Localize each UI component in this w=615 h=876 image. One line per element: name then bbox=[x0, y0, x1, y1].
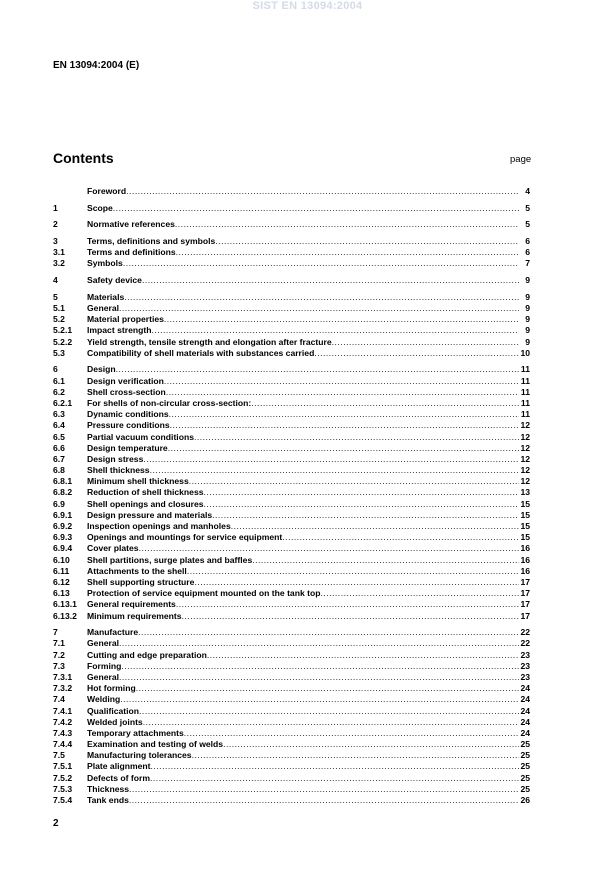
toc-entry-title: General bbox=[87, 638, 120, 649]
toc-entry-page: 26 bbox=[520, 795, 530, 806]
toc-entry[interactable] bbox=[53, 488, 530, 499]
toc-entry-title: Minimum requirements bbox=[87, 610, 182, 621]
toc-entry-page: 17 bbox=[520, 610, 530, 621]
toc-entry-page: 9 bbox=[525, 314, 530, 325]
toc-leader-dots bbox=[212, 510, 519, 521]
toc-entry-number: 5.2.2 bbox=[53, 336, 73, 347]
toc-leader-dots bbox=[142, 275, 519, 286]
toc-leader-dots bbox=[204, 499, 519, 510]
toc-entry-title: Forming bbox=[87, 660, 122, 671]
toc-entry-page: 12 bbox=[520, 476, 530, 487]
toc-entry-title: Material properties bbox=[87, 314, 164, 325]
toc-leader-dots bbox=[252, 555, 519, 566]
toc-entry-title: Materials bbox=[87, 291, 125, 302]
toc-entry[interactable] bbox=[53, 739, 530, 750]
toc-entry-number: 6.9.3 bbox=[53, 532, 73, 543]
toc-entry-title: Terms and definitions bbox=[87, 247, 176, 258]
toc-entry-number: 7.3.2 bbox=[53, 683, 73, 694]
toc-entry-title: For shells of non-circular cross-section: bbox=[87, 397, 252, 408]
toc-leader-dots bbox=[187, 566, 519, 577]
toc-entry-title: Design pressure and materials bbox=[87, 509, 213, 520]
toc-entry[interactable] bbox=[53, 443, 530, 454]
toc-leader-dots bbox=[176, 599, 519, 610]
toc-leader-dots bbox=[120, 694, 519, 705]
toc-entry-title: Plate alignment bbox=[87, 761, 151, 772]
toc-entry[interactable] bbox=[53, 376, 530, 387]
toc-entry[interactable] bbox=[53, 325, 530, 336]
toc-entry-title: Qualification bbox=[87, 705, 140, 716]
toc-entry[interactable] bbox=[53, 706, 530, 717]
toc-entry-page: 7 bbox=[525, 258, 530, 269]
toc-entry[interactable] bbox=[53, 795, 530, 806]
toc-entry[interactable] bbox=[53, 454, 530, 465]
toc-entry[interactable] bbox=[53, 247, 530, 258]
toc-entry-number: 7.4.4 bbox=[53, 739, 73, 750]
toc-entry[interactable] bbox=[53, 577, 530, 588]
toc-entry-number: 6.7 bbox=[53, 453, 65, 464]
toc-entry-title: Terms, definitions and symbols bbox=[87, 236, 216, 247]
toc-entry[interactable] bbox=[53, 750, 530, 761]
toc-leader-dots bbox=[184, 728, 519, 739]
toc-entry-page: 11 bbox=[520, 375, 530, 386]
toc-entry-number: 6.8.2 bbox=[53, 487, 73, 498]
toc-entry[interactable] bbox=[53, 611, 530, 622]
toc-leader-dots bbox=[129, 795, 519, 806]
toc-leader-dots bbox=[124, 292, 519, 303]
toc-entry[interactable] bbox=[53, 683, 530, 694]
toc-entry-number: 6.9.2 bbox=[53, 521, 73, 532]
toc-entry[interactable] bbox=[53, 398, 530, 409]
toc-entry[interactable] bbox=[53, 420, 530, 431]
toc-entry-number: 3 bbox=[53, 236, 58, 247]
toc-entry[interactable] bbox=[53, 784, 530, 795]
toc-entry[interactable] bbox=[53, 728, 530, 739]
toc-entry-title: Attachments to the shell bbox=[87, 565, 187, 576]
toc-entry-page: 12 bbox=[520, 431, 530, 442]
toc-entry-page: 5 bbox=[525, 219, 530, 230]
toc-entry-title: Thickness bbox=[87, 783, 130, 794]
toc-entry-number: 6.3 bbox=[53, 409, 65, 420]
toc-leader-dots bbox=[121, 661, 519, 672]
toc-entry-number: 7.5.2 bbox=[53, 772, 73, 783]
toc-leader-dots bbox=[116, 364, 519, 375]
toc-entry-title: Protection of service equipment mounted on the tank top bbox=[87, 588, 321, 599]
toc-entry-number: 5.2 bbox=[53, 314, 65, 325]
toc-entry-title: Design temperature bbox=[87, 442, 168, 453]
toc-entry-number: 5.1 bbox=[53, 302, 65, 313]
toc-entry-number: 5.3 bbox=[53, 347, 65, 358]
toc-leader-dots bbox=[129, 784, 519, 795]
toc-entry-title: Partial vacuum conditions bbox=[87, 431, 194, 442]
toc-entry-page: 12 bbox=[520, 442, 530, 453]
toc-entry-page: 25 bbox=[520, 783, 530, 794]
toc-entry[interactable] bbox=[53, 337, 530, 348]
toc-entry-number: 6.13.2 bbox=[53, 610, 77, 621]
toc-entry-title: Examination and testing of welds bbox=[87, 739, 224, 750]
toc-entry-page: 25 bbox=[520, 761, 530, 772]
toc-entry-number: 2 bbox=[53, 219, 58, 230]
toc-entry-page: 9 bbox=[525, 302, 530, 313]
toc-entry-number: 3.1 bbox=[53, 247, 65, 258]
toc-entry[interactable] bbox=[53, 292, 530, 303]
toc-entry-number: 6.9 bbox=[53, 498, 65, 509]
toc-entry-page: 24 bbox=[520, 683, 530, 694]
toc-entry[interactable] bbox=[53, 465, 530, 476]
toc-entry-page: 24 bbox=[520, 716, 530, 727]
toc-leader-dots bbox=[151, 761, 519, 772]
toc-entry-title: Shell partitions, surge plates and baffles bbox=[87, 554, 253, 565]
toc-entry[interactable] bbox=[53, 314, 530, 325]
toc-entry-number: 6.13.1 bbox=[53, 599, 77, 610]
toc-entry-page: 12 bbox=[520, 465, 530, 476]
toc-entry-title: Compatibility of shell materials with substances carried bbox=[87, 347, 315, 358]
toc-entry-title: Shell openings and closures bbox=[87, 498, 204, 509]
toc-entry-number: 6.13 bbox=[53, 588, 70, 599]
toc-leader-dots bbox=[169, 409, 519, 420]
toc-entry-number: 7.4 bbox=[53, 694, 65, 705]
toc-entry[interactable] bbox=[53, 588, 530, 599]
toc-entry[interactable] bbox=[53, 303, 530, 314]
toc-entry-title: Scope bbox=[87, 202, 113, 213]
toc-leader-dots bbox=[207, 650, 519, 661]
toc-entry-title: Manufacturing tolerances bbox=[87, 750, 192, 761]
toc-entry-page: 15 bbox=[520, 521, 530, 532]
toc-entry[interactable] bbox=[53, 543, 530, 554]
toc-entry-number: 7.1 bbox=[53, 638, 65, 649]
toc-entry-page: 11 bbox=[520, 386, 530, 397]
toc-entry[interactable] bbox=[53, 186, 530, 197]
toc-entry-number: 7.3.1 bbox=[53, 671, 73, 682]
toc-entry-page: 22 bbox=[520, 627, 530, 638]
toc-entry-title: Impact strength bbox=[87, 325, 152, 336]
toc-entry-page: 23 bbox=[520, 649, 530, 660]
toc-entry-number: 6.11 bbox=[53, 565, 70, 576]
toc-entry-title: Foreword bbox=[87, 185, 127, 196]
toc-entry[interactable] bbox=[53, 627, 530, 638]
table-of-contents bbox=[53, 186, 530, 806]
toc-leader-dots bbox=[123, 258, 519, 269]
toc-entry[interactable] bbox=[53, 555, 530, 566]
toc-entry-number: 6.9.4 bbox=[53, 543, 73, 554]
toc-leader-dots bbox=[314, 348, 519, 359]
toc-entry-number: 7.5.4 bbox=[53, 795, 73, 806]
toc-entry-title: Design stress bbox=[87, 453, 144, 464]
toc-leader-dots bbox=[192, 750, 519, 761]
toc-entry-title: Design verification bbox=[87, 375, 164, 386]
toc-entry-title: Safety device bbox=[87, 275, 142, 286]
toc-leader-dots bbox=[139, 706, 519, 717]
page-number: 2 bbox=[53, 818, 59, 829]
toc-entry[interactable] bbox=[53, 661, 530, 672]
toc-leader-dots bbox=[126, 186, 519, 197]
toc-entry-page: 23 bbox=[520, 660, 530, 671]
toc-entry[interactable] bbox=[53, 694, 530, 705]
toc-entry-page: 12 bbox=[520, 420, 530, 431]
toc-leader-dots bbox=[170, 420, 519, 431]
toc-entry-title: Symbols bbox=[87, 258, 123, 269]
toc-entry-page: 13 bbox=[520, 487, 530, 498]
toc-entry-page: 4 bbox=[525, 185, 530, 196]
toc-entry[interactable] bbox=[53, 773, 530, 784]
toc-leader-dots bbox=[164, 376, 519, 387]
toc-entry-page: 12 bbox=[520, 453, 530, 464]
document-id: EN 13094:2004 (E) bbox=[53, 60, 140, 71]
toc-entry[interactable] bbox=[53, 364, 530, 375]
toc-entry[interactable] bbox=[53, 762, 530, 773]
toc-leader-dots bbox=[136, 683, 519, 694]
toc-entry-title: Tank ends bbox=[87, 795, 129, 806]
toc-entry-number: 7.4.1 bbox=[53, 705, 73, 716]
toc-entry-page: 9 bbox=[525, 291, 530, 302]
toc-leader-dots bbox=[194, 577, 519, 588]
toc-entry-page: 24 bbox=[520, 694, 530, 705]
toc-entry-title: Defects of form bbox=[87, 772, 151, 783]
toc-entry-page: 24 bbox=[520, 705, 530, 716]
toc-entry[interactable] bbox=[53, 672, 530, 683]
toc-entry-number: 7.5.3 bbox=[53, 783, 73, 794]
toc-entry[interactable] bbox=[53, 499, 530, 510]
toc-entry[interactable] bbox=[53, 236, 530, 247]
toc-entry-page: 10 bbox=[520, 347, 530, 358]
toc-entry-number: 6 bbox=[53, 364, 58, 375]
toc-entry-number: 6.9.1 bbox=[53, 509, 73, 520]
toc-entry-page: 16 bbox=[520, 554, 530, 565]
toc-entry-page: 11 bbox=[520, 364, 530, 375]
toc-entry-page: 6 bbox=[525, 247, 530, 258]
toc-entry-title: Shell thickness bbox=[87, 465, 150, 476]
toc-leader-dots bbox=[175, 219, 519, 230]
toc-entry-page: 9 bbox=[525, 325, 530, 336]
toc-entry-title: General requirements bbox=[87, 599, 176, 610]
toc-entry-title: General bbox=[87, 671, 120, 682]
toc-entry-page: 17 bbox=[520, 588, 530, 599]
toc-entry-page: 17 bbox=[520, 599, 530, 610]
toc-entry-title: Reduction of shell thickness bbox=[87, 487, 204, 498]
toc-leader-dots bbox=[143, 454, 519, 465]
toc-entry-page: 25 bbox=[520, 750, 530, 761]
toc-entry-title: Design bbox=[87, 364, 116, 375]
toc-leader-dots bbox=[150, 465, 519, 476]
toc-entry-title: Shell cross-section bbox=[87, 386, 166, 397]
toc-entry-page: 25 bbox=[520, 739, 530, 750]
toc-leader-dots bbox=[194, 432, 519, 443]
toc-leader-dots bbox=[119, 638, 519, 649]
toc-entry-number: 7.5 bbox=[53, 750, 65, 761]
toc-entry-number: 7.3 bbox=[53, 660, 65, 671]
watermark: SIST EN 13094:2004 bbox=[252, 0, 363, 12]
toc-leader-dots bbox=[119, 303, 519, 314]
toc-entry-page: 24 bbox=[520, 727, 530, 738]
toc-entry-title: Welding bbox=[87, 694, 121, 705]
toc-entry[interactable] bbox=[53, 638, 530, 649]
toc-leader-dots bbox=[166, 387, 519, 398]
toc-entry-number: 6.2.1 bbox=[53, 397, 73, 408]
toc-entry-page: 25 bbox=[520, 772, 530, 783]
toc-entry[interactable] bbox=[53, 599, 530, 610]
toc-entry-page: 6 bbox=[525, 236, 530, 247]
toc-leader-dots bbox=[151, 325, 519, 336]
toc-entry-number: 6.5 bbox=[53, 431, 65, 442]
toc-entry-title: Normative references bbox=[87, 219, 175, 230]
toc-leader-dots bbox=[113, 203, 519, 214]
toc-entry-title: Hot forming bbox=[87, 683, 136, 694]
toc-entry-number: 7.4.2 bbox=[53, 716, 73, 727]
toc-leader-dots bbox=[215, 236, 519, 247]
toc-entry-title: Openings and mountings for service equipment bbox=[87, 532, 283, 543]
toc-entry[interactable] bbox=[53, 717, 530, 728]
toc-entry-title: Minimum shell thickness bbox=[87, 476, 189, 487]
toc-entry[interactable] bbox=[53, 510, 530, 521]
toc-leader-dots bbox=[251, 398, 519, 409]
toc-leader-dots bbox=[150, 773, 519, 784]
toc-leader-dots bbox=[182, 611, 519, 622]
toc-leader-dots bbox=[138, 627, 519, 638]
toc-entry-title: General bbox=[87, 302, 120, 313]
toc-entry-number: 5 bbox=[53, 291, 58, 302]
toc-entry-page: 22 bbox=[520, 638, 530, 649]
toc-leader-dots bbox=[164, 314, 519, 325]
toc-entry-number: 6.10 bbox=[53, 554, 70, 565]
toc-leader-dots bbox=[332, 337, 519, 348]
toc-entry-number: 5.2.1 bbox=[53, 325, 73, 336]
toc-entry-number: 6.8.1 bbox=[53, 476, 73, 487]
toc-entry-page: 15 bbox=[520, 509, 530, 520]
toc-entry[interactable] bbox=[53, 387, 530, 398]
toc-entry-page: 15 bbox=[520, 498, 530, 509]
toc-entry-number: 7.2 bbox=[53, 649, 65, 660]
toc-entry[interactable] bbox=[53, 521, 530, 532]
toc-entry[interactable] bbox=[53, 219, 530, 230]
toc-leader-dots bbox=[143, 717, 519, 728]
toc-entry-number: 3.2 bbox=[53, 258, 65, 269]
toc-entry-number: 6.2 bbox=[53, 386, 65, 397]
toc-entry-title: Inspection openings and manholes bbox=[87, 521, 231, 532]
toc-leader-dots bbox=[176, 247, 519, 258]
toc-entry-number: 7.5.1 bbox=[53, 761, 73, 772]
toc-entry[interactable] bbox=[53, 203, 530, 214]
toc-entry[interactable] bbox=[53, 348, 530, 359]
toc-leader-dots bbox=[168, 443, 519, 454]
toc-entry-page: 5 bbox=[525, 202, 530, 213]
toc-entry-title: Yield strength, tensile strength and elongation after fracture bbox=[87, 336, 332, 347]
page-column-label: page bbox=[510, 154, 532, 165]
toc-entry-page: 16 bbox=[520, 543, 530, 554]
toc-entry-title: Shell supporting structure bbox=[87, 576, 195, 587]
toc-entry[interactable] bbox=[53, 275, 530, 286]
toc-entry-title: Cover plates bbox=[87, 543, 139, 554]
toc-entry-title: Pressure conditions bbox=[87, 420, 170, 431]
toc-leader-dots bbox=[204, 487, 519, 498]
toc-leader-dots bbox=[189, 476, 519, 487]
toc-entry-title: Cutting and edge preparation bbox=[87, 649, 207, 660]
toc-entry-page: 9 bbox=[525, 275, 530, 286]
toc-entry[interactable] bbox=[53, 476, 530, 487]
toc-entry-number: 6.6 bbox=[53, 442, 65, 453]
toc-leader-dots bbox=[320, 588, 519, 599]
toc-entry-title: Welded joints bbox=[87, 716, 143, 727]
toc-entry-title: Temporary attachments bbox=[87, 727, 184, 738]
toc-entry-title: Dynamic conditions bbox=[87, 409, 169, 420]
toc-leader-dots bbox=[231, 521, 519, 532]
toc-entry[interactable] bbox=[53, 432, 530, 443]
toc-entry-page: 16 bbox=[520, 565, 530, 576]
toc-leader-dots bbox=[223, 739, 519, 750]
toc-entry-page: 23 bbox=[520, 671, 530, 682]
toc-entry[interactable] bbox=[53, 409, 530, 420]
toc-entry-number: 6.4 bbox=[53, 420, 65, 431]
toc-leader-dots bbox=[282, 532, 519, 543]
toc-leader-dots bbox=[139, 543, 519, 554]
toc-entry-number: 6.8 bbox=[53, 465, 65, 476]
toc-entry-number: 1 bbox=[53, 202, 58, 213]
toc-entry[interactable] bbox=[53, 650, 530, 661]
toc-entry-number: 7.4.3 bbox=[53, 727, 73, 738]
toc-entry[interactable] bbox=[53, 566, 530, 577]
toc-entry-page: 11 bbox=[520, 409, 530, 420]
toc-entry-number: 4 bbox=[53, 275, 58, 286]
toc-entry-number: 6.1 bbox=[53, 375, 65, 386]
toc-entry-page: 11 bbox=[520, 397, 530, 408]
toc-entry-page: 15 bbox=[520, 532, 530, 543]
toc-entry-page: 17 bbox=[520, 576, 530, 587]
toc-entry[interactable] bbox=[53, 258, 530, 269]
toc-entry-title: Manufacture bbox=[87, 627, 139, 638]
toc-leader-dots bbox=[119, 672, 519, 683]
toc-entry-number: 6.12 bbox=[53, 576, 70, 587]
toc-entry[interactable] bbox=[53, 532, 530, 543]
contents-title: Contents bbox=[53, 150, 114, 166]
toc-entry-number: 7 bbox=[53, 627, 58, 638]
toc-entry-page: 9 bbox=[525, 336, 530, 347]
